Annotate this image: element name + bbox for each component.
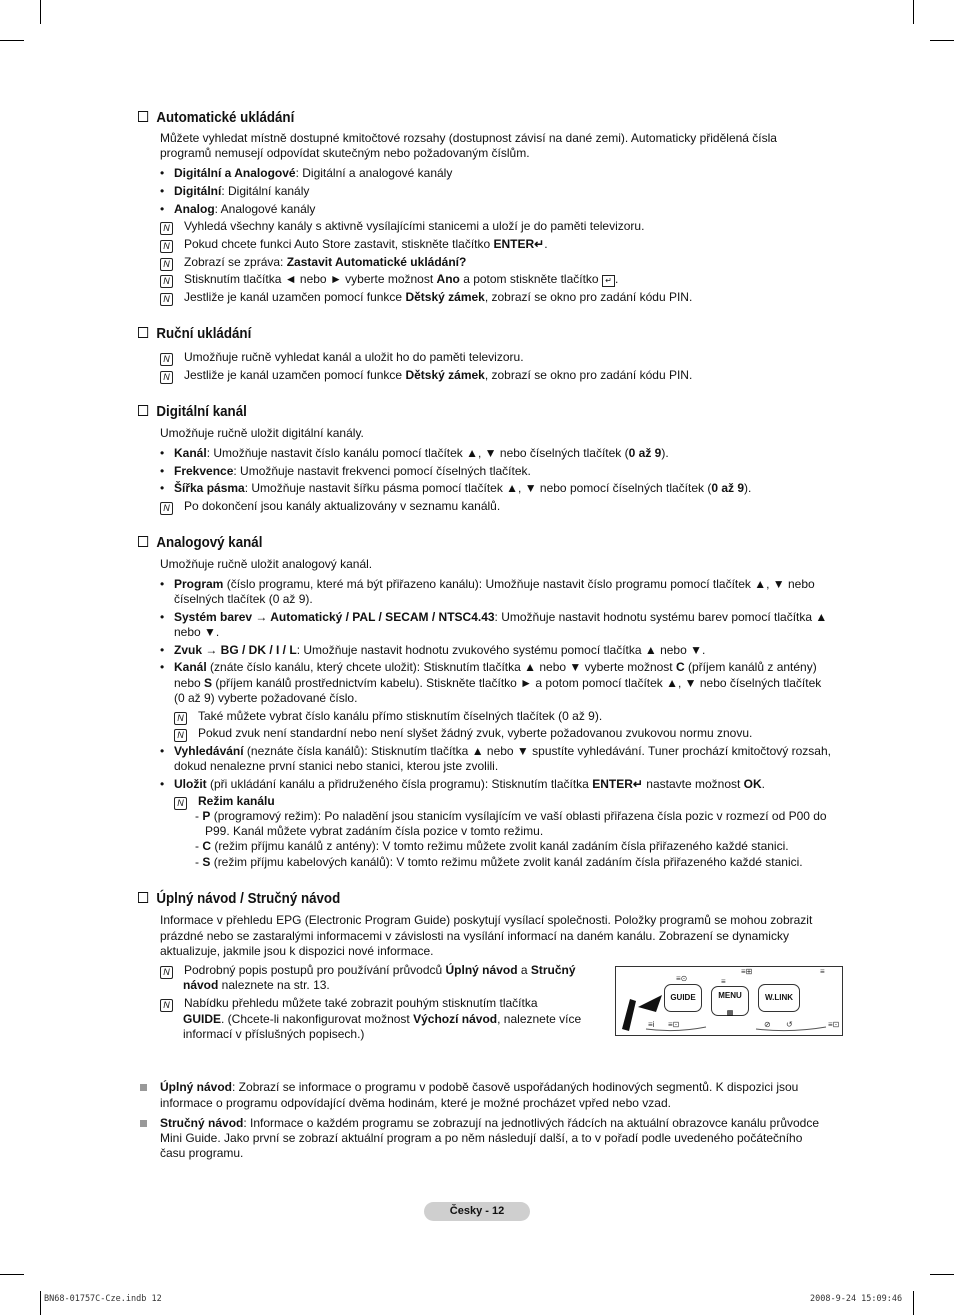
section-title-manual-store: Ruční ukládání xyxy=(138,326,251,342)
paragraph: programů nemusejí odpovídat skutečným nebo požadovaným číslům. xyxy=(160,146,530,160)
return-arrow-icon: ↺ xyxy=(786,1020,793,1029)
list-item: • Kanál (znáte číslo kanálu, který chcete uložit): Stisknutím tlačítka ▲ nebo ▼ vyberte možnost C (příjem kanálů z antény) xyxy=(174,660,817,676)
list-item: • Frekvence: Umožňuje nastavit frekvenci pomocí číselných tlačítek. xyxy=(174,464,531,480)
note: N Pokud chcete funkci Auto Store zastavit, stiskněte tlačítko ENTER↵. xyxy=(160,237,548,253)
paragraph: času programu. xyxy=(160,1146,244,1160)
checkbox-icon xyxy=(138,327,148,338)
enter-icon: ↵ xyxy=(632,777,643,791)
note: N Podrobný popis postupů pro používání průvodců Úplný návod a Stručný xyxy=(160,963,576,979)
checkbox-icon xyxy=(138,536,148,547)
list-item-continuation: (0 až 9) vyberte požadované číslo. xyxy=(174,691,358,705)
list-item-continuation: nebo ▼. xyxy=(174,625,220,639)
menu-button: MENU ▥ xyxy=(711,986,749,1016)
page-number-label: Česky - 12 xyxy=(424,1202,530,1221)
crop-mark xyxy=(930,40,954,41)
square-bullet-icon xyxy=(140,1120,147,1127)
list-item: • Program (číslo programu, které má být přiřazeno kanálu): Umožňuje nastavit číslo programu pomocí tlačítek ▲, ▼ nebo xyxy=(174,577,815,593)
list-item: • Digitální a Analogové: Digitální a analogové kanály xyxy=(174,166,452,182)
note-icon: N xyxy=(174,797,187,810)
note-continuation: informací v příslušných popisech.) xyxy=(183,1027,365,1041)
crop-mark xyxy=(0,40,24,41)
checkbox-icon xyxy=(138,405,148,416)
list-item: • Vyhledávání (neznáte čísla kanálů): Stisknutím tlačítka ▲ nebo ▼ spustíte vyhledávání. Tuner prochází kmitočtový rozsah, xyxy=(174,744,831,760)
paragraph: Umožňuje ručně uložit digitální kanály. xyxy=(160,426,364,440)
note: N Po dokončení jsou kanály aktualizovány v seznamu kanálů. xyxy=(160,499,500,515)
note-icon: N xyxy=(174,729,187,742)
section-title-guide: Úplný návod / Stručný návod xyxy=(138,891,340,907)
text-mix-icon: ≡⊡ xyxy=(828,1020,840,1029)
note-icon: N xyxy=(160,240,173,253)
enter-icon: ↵ xyxy=(534,237,545,251)
note-icon: N xyxy=(174,712,187,725)
note: N Stisknutím tlačítka ◄ nebo ► vyberte možnost Ano a potom stiskněte tlačítko ↵ . xyxy=(160,272,618,288)
enter-icon: ↵ xyxy=(602,275,615,287)
section-title-auto-store: Automatické ukládání xyxy=(138,110,294,126)
note-icon: N xyxy=(160,999,173,1012)
section-title-digital-channel: Digitální kanál xyxy=(138,404,247,420)
paragraph: Můžete vyhledat místně dostupné kmitočtové rozsahy (dostupnost závisí na dané zemi). Automaticky přidělená čísla xyxy=(160,131,777,145)
list-item: • Zvuk → BG / DK / I / L: Umožňuje nastavit hodnotu zvukového systému pomocí tlačítka ▲ nebo ▼. xyxy=(174,643,705,659)
paragraph: Mini Guide. Jako první se zobrazí aktuální program a po něm následují další, a to v pořadí podle uvedeného počátečního xyxy=(160,1131,803,1145)
paragraph: aktualizuje, jakmile jsou k dispozici nové informace. xyxy=(160,944,434,958)
note-icon: N xyxy=(160,293,173,306)
note: N Také můžete vybrat číslo kanálu přímo stisknutím číselných tlačítek (0 až 9). xyxy=(174,709,602,725)
mode-item: - C (režim příjmu kanálů z antény): V tomto režimu můžete zvolit kanál zadáním čísla přiřazeného každé stanici. xyxy=(195,839,789,853)
menu-icon: ▥ xyxy=(726,1010,734,1017)
crop-mark xyxy=(930,1274,954,1275)
crop-mark xyxy=(40,1291,41,1315)
guide-button: GUIDE xyxy=(664,984,702,1012)
list-item: • Kanál: Umožňuje nastavit číslo kanálu pomocí tlačítek ▲, ▼ nebo číselných tlačítek (0 až 9). xyxy=(174,446,669,462)
checkbox-icon xyxy=(138,892,148,903)
note: N Vyhledá všechny kanály s aktivně vysílajícími stanicemi a uloží je do paměti televizoru. xyxy=(160,219,644,235)
note-icon: N xyxy=(160,371,173,384)
paragraph: prázdné nebo se zastaralými informacemi v závislosti na vysílání informací na daném kanálu. Zobrazení se dynamicky xyxy=(160,929,789,943)
note-continuation: GUIDE. (Chcete-li nakonfigurovat možnost Výchozí návod, naleznete více xyxy=(183,1012,582,1026)
footer-date: 2008-9-24 15:09:46 xyxy=(810,1294,903,1304)
list-item: • Systém barev → Automatický / PAL / SECAM / NTSC4.43: Umožňuje nastavit hodnotu systému barev pomocí tlačítka ▲ xyxy=(174,610,827,626)
note-icon: N xyxy=(160,222,173,235)
list-item-continuation: číselných tlačítek (0 až 9). xyxy=(174,592,313,606)
note: N Nabídku přehledu můžete také zobrazit pouhým stisknutím tlačítka xyxy=(160,996,538,1012)
return-icon: ≡ xyxy=(820,967,825,976)
paragraph: Úplný návod: Zobrazí se informace o programu v podobě časově uspořádaných hodinových segmentů. K dispozici jsou xyxy=(160,1080,799,1094)
note-icon: N xyxy=(160,353,173,366)
note: N Umožňuje ručně vyhledat kanál a uložit ho do paměti televizoru. xyxy=(160,350,524,366)
mode-item: - P (programový režim): Po naladění jsou stanicím vysílajícím ve vaší oblasti přiřazena čísla pozic v rozmezí od P00 do xyxy=(195,809,827,823)
subtitle-icon: ≡⊡ xyxy=(668,1020,680,1029)
square-bullet-icon xyxy=(140,1084,147,1091)
note: N Jestliže je kanál uzamčen pomocí funkce Dětský zámek, zobrazí se okno pro zadání kódu PIN. xyxy=(160,368,692,384)
list-item: • Šířka pásma: Umožňuje nastavit šířku pásma pomocí tlačítek ▲, ▼ nebo pomocí číselných tlačítek (0 až 9). xyxy=(174,481,751,497)
note: N Jestliže je kanál uzamčen pomocí funkce Dětský zámek, zobrazí se okno pro zadání kódu PIN. xyxy=(160,290,692,306)
paragraph: Stručný návod: Informace o každém programu se zobrazují na jednotlivých řádcích na aktuální obrazovce kanálu průvodce xyxy=(160,1116,820,1130)
note: N Pokud zvuk není standardní nebo není slyšet žádný zvuk, vyberte požadovanou zvukovou normu znovu. xyxy=(174,726,752,742)
paragraph: Umožňuje ručně uložit analogový kanál. xyxy=(160,557,373,571)
list-item-continuation: dokud nenalezne první stanici nebo stanici, kterou jste zvolili. xyxy=(174,759,499,773)
checkbox-icon xyxy=(138,111,148,122)
note-icon: N xyxy=(160,966,173,979)
list-item: • Analog: Analogové kanály xyxy=(174,202,315,218)
note-icon: N xyxy=(160,258,173,271)
note-icon: N xyxy=(160,275,173,288)
paragraph: informace o programu odpovídající dvěma hodinám, které je možné procházet vpřed nebo vzad. xyxy=(160,1096,671,1110)
note: N Režim kanálu xyxy=(174,794,275,810)
tools-icon: ≡ xyxy=(721,977,726,986)
note: N Zobrazí se zpráva: Zastavit Automatické ukládání? xyxy=(160,255,466,271)
crop-mark xyxy=(913,1291,914,1315)
wlink-button: W.LINK xyxy=(758,984,800,1012)
exit-icon: ⊘ xyxy=(764,1020,771,1029)
crop-mark xyxy=(913,0,914,24)
footer-file: BN68-01757C-Cze.indb 12 xyxy=(44,1294,162,1304)
section-title-analog-channel: Analogový kanál xyxy=(138,535,262,551)
crop-mark xyxy=(0,1274,24,1275)
text-icon: ≡⊙ xyxy=(676,974,688,983)
list-item: • Digitální: Digitální kanály xyxy=(174,184,309,200)
mode-item-continuation: P99. Kanál můžete vybrat zadáním čísla pozice v tomto režimu. xyxy=(205,824,544,838)
info-icon: ≡i xyxy=(648,1020,655,1029)
list-item-continuation: nebo S (příjem kanálů prostřednictvím kabelu). Stiskněte tlačítko ► a potom pomocí tlačítek ▲, ▼ nebo číselných tlačítek xyxy=(174,676,822,690)
mode-item: - S (režim příjmu kabelových kanálů): V tomto režimu můžete zvolit kanál zadáním čísla přiřazeného každé stanici. xyxy=(195,855,803,869)
crop-mark xyxy=(40,0,41,24)
note-continuation: návod naleznete na str. 13. xyxy=(183,978,330,992)
list-item: • Uložit (při ukládání kanálu a přidruženého čísla programu): Stisknutím tlačítka ENTER↵ nastavte možnost OK. xyxy=(174,777,765,793)
paragraph: Informace v přehledu EPG (Electronic Program Guide) poskytují vysílací společnosti. Položky programů se mohou zobrazit xyxy=(160,913,813,927)
ch-list-icon: ≡⊞ xyxy=(741,967,753,976)
remote-control-illustration xyxy=(615,966,843,1036)
note-icon: N xyxy=(160,502,173,515)
